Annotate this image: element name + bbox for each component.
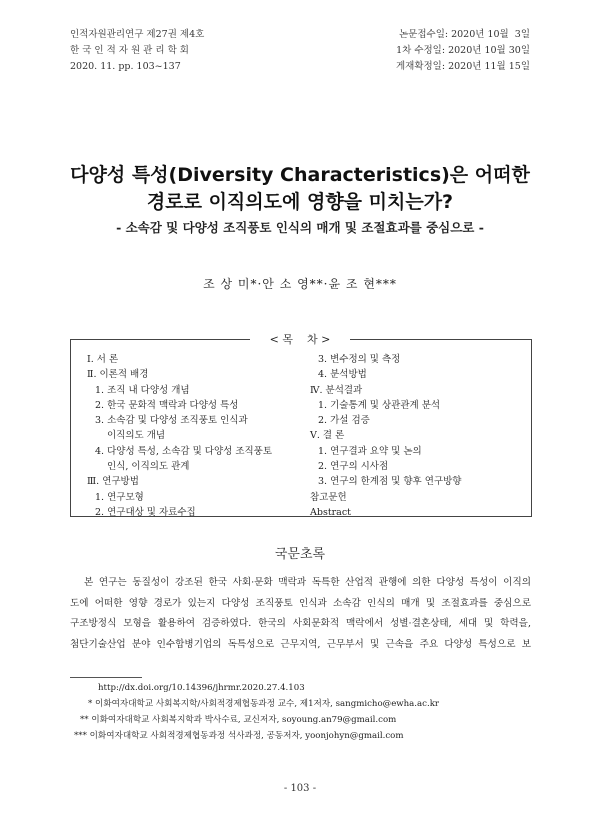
author-footnote-3: *** 이화여자대학교 사회적경제협동과정 석사과정, 공동저자, yoonjohyn@gmail.com [74,731,404,741]
toc-item: 2. 가설 검증 [318,415,370,427]
toc-item: 3. 변수정의 및 측정 [318,354,401,365]
author-list: 조 상 미*·안 소 영**·윤 조 현*** [203,277,397,291]
paper-title-line-2: 경로로 이직의도에 영향을 미치는가? [146,191,454,213]
toc-item: Ⅳ. 분석결과 [310,384,363,396]
toc-item: 1. 조직 내 다양성 개념 [95,384,190,396]
journal-name: 인적자원관리연구 제27권 제4호 [70,29,205,40]
abstract-line: 구조방정식 모형을 활용하여 검증하였다. 한국의 사회문화적 맥락에서 성별·결혼상태, 세대 및 학력을, [70,618,531,629]
society-name: 한 국 인 적 자 원 관 리 학 회 [70,45,189,56]
toc-item: 1. 연구결과 요약 및 논의 [318,445,422,457]
abstract-line: 본 연구는 동질성이 강조된 한국 사회·문화 맥락과 독특한 산업적 관행에 의한 다양성 특성이 이직의 [84,577,531,588]
toc-item: Ⅱ. 이론적 배경 [87,369,149,381]
paper-subtitle: - 소속감 및 다양성 조직풍토 인식의 매개 및 조절효과를 중심으로 - [116,220,484,235]
abstract-line: 도에 어떠한 영향 경로가 있는지 다양성 조직풍토 인식과 소속감 인식의 매개 및 조절효과를 중심으로 [70,597,531,609]
toc-heading: < 목 차 > [250,331,350,347]
author-footnote-1: * 이화여자대학교 사회복지학/사회적경제협동과정 교수, 제1저자, sangmicho@ewha.ac.kr [88,699,440,709]
toc-item: Ⅴ. 결 론 [310,430,345,442]
toc-item: 4. 분석방법 [318,369,367,381]
journal-header-right [396,27,530,75]
toc-item: 1. 기술통계 및 상관관계 분석 [318,399,441,411]
received-date: 논문접수일: 2020년 10월 3일 [398,29,530,40]
toc-item: Ⅲ. 연구방법 [87,476,139,488]
toc-item: 참고문헌 [310,491,347,503]
toc-right-column [310,352,461,520]
abstract-line: 첨단기술산업 분야 인수합병기업의 독특성으로 근무지역, 근무부서 및 근속을 주요 다양성 특성으로 보 [70,638,531,650]
toc-item: 2. 한국 문화적 맥락과 다양성 특성 [95,399,239,411]
author-footnote-2: ** 이화여자대학교 사회복지학과 박사수료, 교신저자, soyoung.an79@gmail.com [80,715,397,725]
toc-item: 이직의도 개념 [107,430,166,442]
toc-item: Abstract [310,506,351,518]
accepted-date: 게재확정일: 2020년 11월 15일 [395,61,530,72]
toc-item: 1. 연구모형 [95,491,144,503]
journal-header-left [70,27,204,75]
page-number: - 103 - [283,783,317,794]
abstract-body [70,573,531,655]
toc-item: Ⅰ. 서 론 [87,354,119,365]
toc-item: 2. 연구의 시사점 [318,461,389,473]
revised-date: 1차 수정일: 2020년 10월 30일 [396,45,530,56]
toc-left-column [87,352,272,520]
toc-item: 인식, 이직의도 관계 [107,461,190,473]
abstract-heading: 국문초록 [274,547,326,562]
toc-item: 2. 연구대상 및 자료수집 [95,506,196,518]
issue-info: 2020. 11. pp. 103~137 [70,61,181,72]
footnotes [70,680,439,744]
toc-item: 3. 연구의 한계점 및 향후 연구방향 [318,476,462,488]
paper-title-line-1: 다양성 특성(Diversity Characteristics)은 어떠한 [70,164,530,186]
toc-item: 4. 다양성 특성, 소속감 및 다양성 조직풍토 [95,445,273,457]
footnote-rule [70,677,142,678]
doi-link[interactable]: http://dx.doi.org/10.14396/jhrmr.2020.27.4.103 [98,683,305,693]
toc-item: 3. 소속감 및 다양성 조직풍토 인식과 [95,415,248,427]
